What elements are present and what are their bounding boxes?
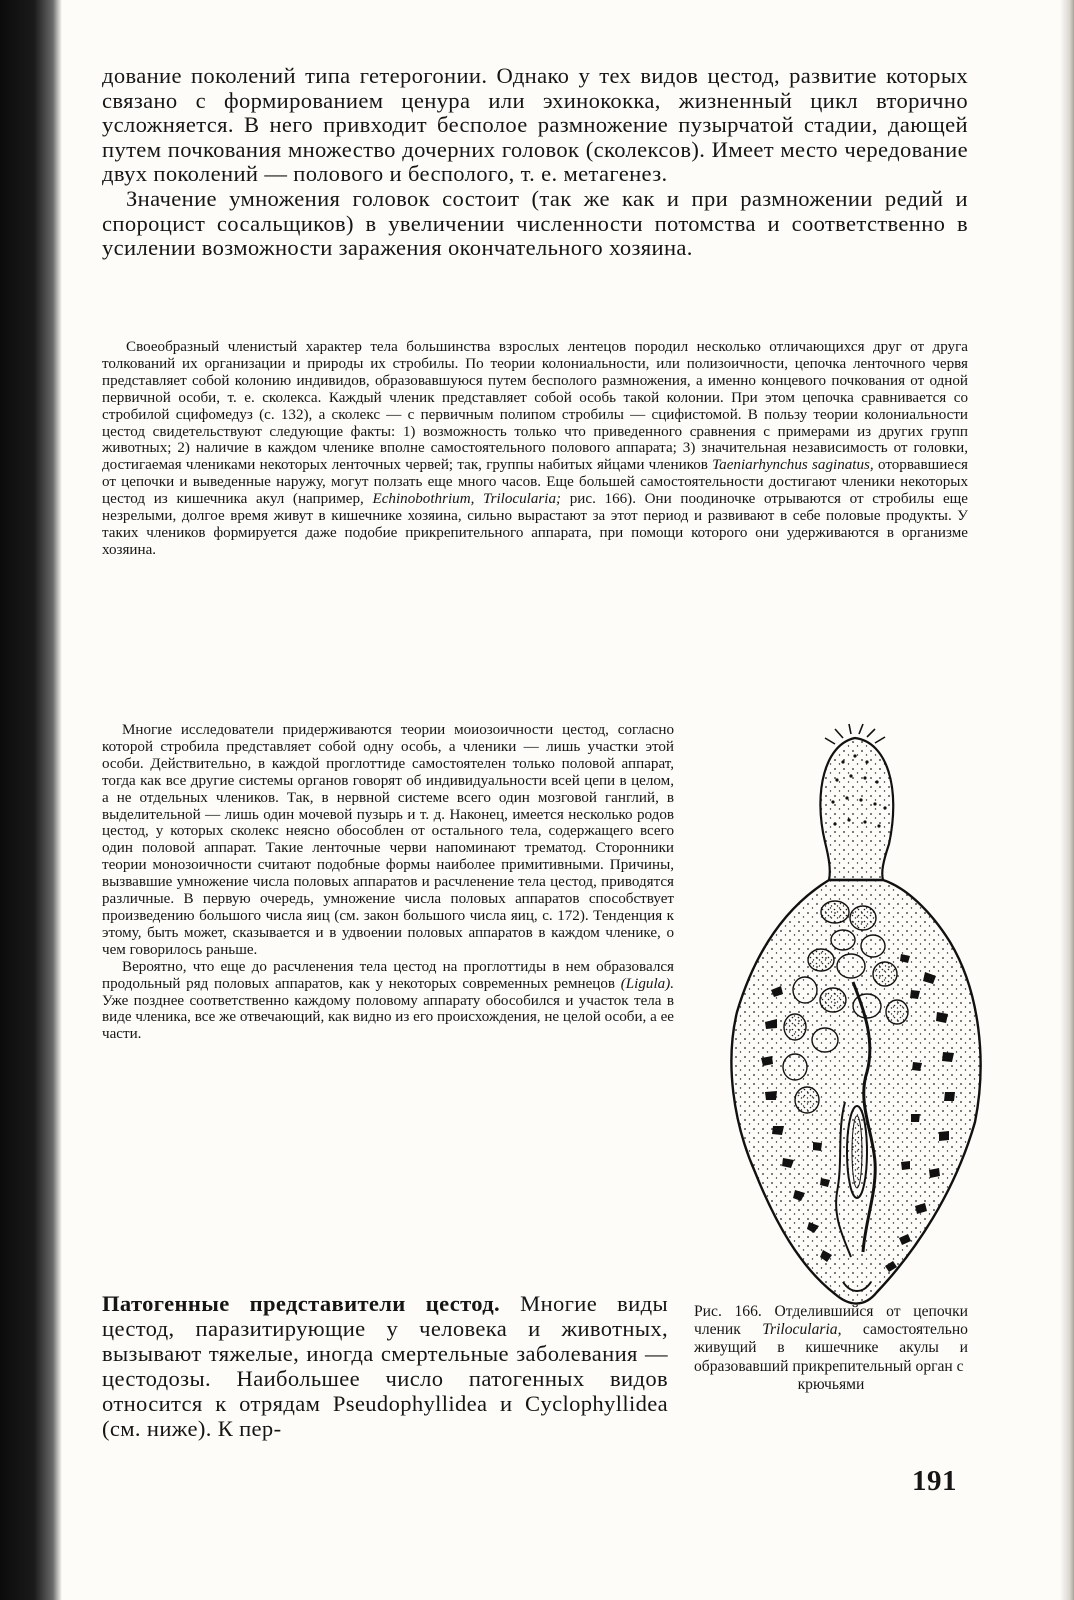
species-ligula: (Ligula). — [620, 975, 674, 992]
coloniality-paragraph — [102, 339, 968, 559]
ligula-text-1: Вероятно, что еще до расчленения тела цестод на проглоттиды в нем образовался продольный ряд половых аппаратов, как у некоторых современных ремнецов — [102, 958, 674, 992]
caption-text: самостоятельно живущий в кишечнике акулы и образовавший прикрепительный орган с — [694, 1321, 968, 1375]
coloniality-text-2: оторвавшиеся от цепочки и выведенные наружу, могут ползать еще много часов. Еще большей самостоятельности достигают членики некоторых цестод из кишечника акул (например, — [102, 457, 968, 508]
species-echinobothrium: Echinobothrium, Trilocularia; — [372, 491, 562, 508]
caption-last-word: крючьями — [797, 1375, 865, 1393]
multiplication-paragraph: Значение умножения головок состоит (так же как и при размножении редий и спороцист сосальщиков) в увеличении численности потомства и соответственно в усилении возможности заражения окончательного хозяина. — [102, 185, 968, 261]
monozoic-paragraph: Многие исследователи придерживаются теории моиозоичности цестод, согласно которой стробила представляет собой одну особь, а членики — лишь участки этой особи. Действительно, в каждой проглоттиде самостоятелен только половой аппарат, тогда как все другие системы органов говорят об индивидуальности всей цепи в целом, а не отдельных члеников. Так, в нервной системе всего один мозговой ганглий, в выделительной — лишь один мочевой пузырь и т. д. Наконец, имеется несколько родов цестод, у которых сколекс неясно обособлен от остального тела, содержащего всего один половой аппарат. Такие ленточные черви напоминают трематод. Сторонники теории монозоичности считают подобные формы наиболее примитивными. Причины, вызвавшие умножение числа половых аппаратов и расчленение тела цестод, приводятся различные. В первую очередь, умножение числа половых аппаратов способствует произведению большого числа яиц (см. закон большого числа яиц, с. 172). Тенденция к этому, быть может, сказывается и в удвоении половых аппаратов в каждом членике, о чем говорилось раньше. — [102, 722, 674, 958]
pathogenic-section — [102, 1291, 668, 1441]
section-heading: Патогенные представители цестод. — [102, 1291, 501, 1316]
page-edge-shadow — [1060, 0, 1074, 1600]
species-taeniarhynchus: Taeniarhynchus saginatus, — [712, 457, 874, 474]
coloniality-text-3: рис. 166). Они поодиночке отрываются от стробилы еще незрелыми, долгое время живут в кишечнике хозяина, сильно вырастают за этот период и развивают в себе половые продукты. У таких члеников формируется даже подобие прикрепительного аппарата, при помощи которого они удерживаются в организме хозяина. — [102, 491, 968, 558]
left-column — [102, 722, 674, 1043]
page-number: 191 — [912, 1465, 957, 1497]
coloniality-text-1: Своеобразный членистый характер тела большинства взрослых лентецов породил несколько отличающихся друг от друга толкований их организации и природы их стробилы. По теории колониальности, или полизоичности, цепочка ленточного червя представляет собой колонию индивидов, образовавшуюся путем бесполого размножения, а именно концевого почкования от одной первичной особи, т. е. сколекса. Каждый членик представляет собой особь такой колонии. При этом цепочка сравнивается со стробилой сцифомедуз (с. 132), а сколекс — с первичным полипом стробилы — сцифистомой. В пользу теории колониальности цестод свидетельствуют следующие факты: 1) возможность только что приведенного сравнения с примерами из других групп животных; 2) наличие в каждом членике вполне самостоятельного полового аппарата; 3) значительная независимость от головки, достигаемая члениками некоторых ленточных червей; так, группы набитых яйцами члеников — [102, 339, 968, 474]
caption-lead: Рис. 166. Отделившийся от цепочки членик — [694, 1303, 968, 1339]
ligula-paragraph — [102, 959, 674, 1044]
book-spine-shadow — [0, 0, 62, 1600]
ligula-text-2: Уже позднее соответственно каждому половому аппарату обособился и участок тела в виде членика, все же отвечающий, как видно из его происхождения, не целой особи, а ее части. — [102, 992, 674, 1043]
figure-caption — [694, 1303, 968, 1394]
caption-species: Trilocularia, — [762, 1321, 842, 1339]
trilocularia-figure — [725, 722, 987, 1310]
pathogenic-text: Многие виды цестод, паразитирующие у человека и животных, вызывают тяжелые, иногда смертельные заболевания — цестодозы. Наибольшее число патогенных видов относится к отрядам Pseudophyllidea и Cyclophyllidea (см. ниже). К пер- — [102, 1291, 668, 1441]
intro-block — [102, 64, 968, 261]
intro-paragraph: дование поколений типа гетерогонии. Однако у тех видов цестод, развитие которых связано с формированием ценура или эхинококка, жизненный цикл вторично усложняется. В него привходит бесполое размножение пузырчатой стадии, дающей путем почкования множество дочерних головок (сколексов). Имеет место чередование двух поколений — полового и бесполого, т. е. метагенез. — [102, 63, 968, 187]
